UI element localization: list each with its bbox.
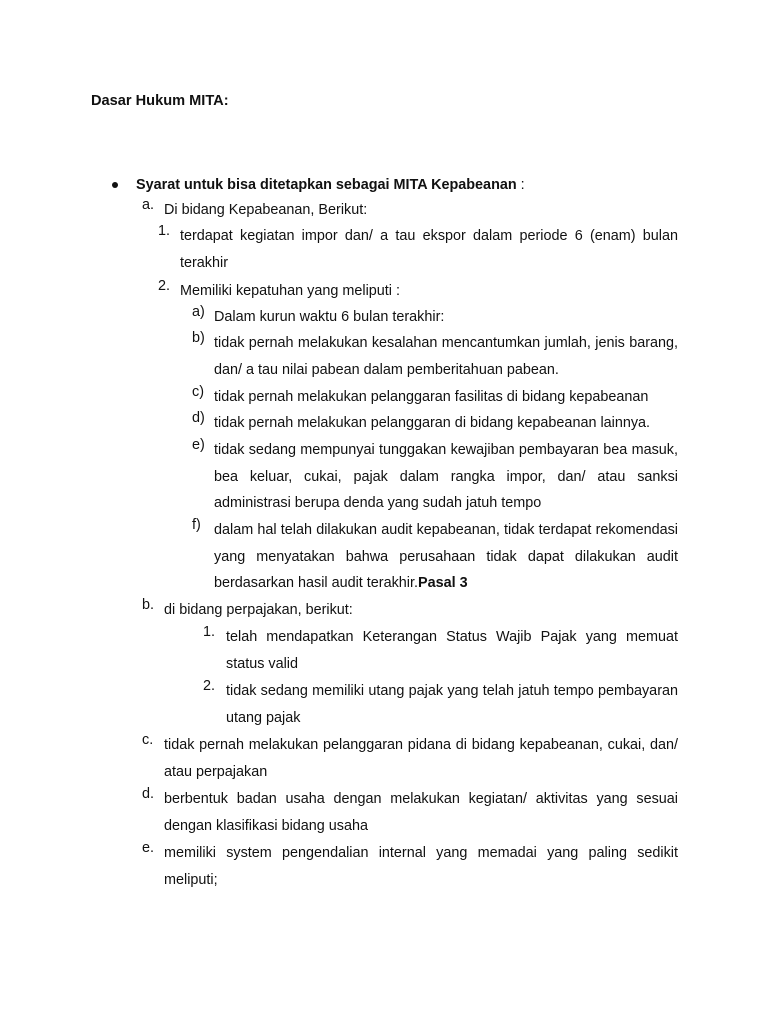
list-item-text: berbentuk badan usaha dengan melakukan kegiatan/ aktivitas yang sesuai dengan klasifikasi bidang usaha <box>164 791 678 834</box>
list-item-text: memiliki system pengendalian internal yang memadai yang paling sedikit meliputi; <box>164 845 678 888</box>
list-marker: c. <box>142 732 154 748</box>
bullet-bold-text: Syarat untuk bisa ditetapkan sebagai MITA Kepabeanan <box>136 177 517 193</box>
bullet-suffix: : <box>516 177 525 193</box>
bullet-requirements <box>112 172 678 199</box>
list-item-text: terdapat kegiatan impor dan/ a tau ekspor dalam periode 6 (enam) bulan terakhir <box>180 228 678 271</box>
sub-item-d <box>192 410 678 437</box>
list-item-text: Di bidang Kepabeanan, Berikut: <box>164 202 368 218</box>
list-marker: f) <box>192 517 201 533</box>
list-item-d <box>142 786 678 839</box>
list-marker: c) <box>192 384 204 400</box>
list-item-text: di bidang perpajakan, berikut: <box>164 602 353 618</box>
list-marker: e. <box>142 840 155 856</box>
document-heading: Dasar Hukum MITA: <box>91 93 229 109</box>
list-item-a-1 <box>158 223 678 276</box>
list-item-b <box>142 597 678 624</box>
list-marker: d) <box>192 410 205 426</box>
list-item-b-1 <box>203 624 678 677</box>
list-marker: 1. <box>203 624 216 640</box>
list-item-text: tidak sedang mempunyai tunggakan kewajiban pembayaran bea masuk, bea keluar, cukai, pajak dalam rangka impor, dan/ atau sanksi administrasi berupa denda yang sudah jatuh tempo <box>214 442 678 511</box>
bullet-text <box>136 172 678 199</box>
list-item-text: telah mendapatkan Keterangan Status Wajib Pajak yang memuat status valid <box>226 629 678 672</box>
sub-item-b <box>192 330 678 383</box>
list-marker: 2. <box>203 678 216 694</box>
list-item-text: tidak pernah melakukan pelanggaran di bidang kepabeanan lainnya. <box>214 415 651 431</box>
list-item-c <box>142 732 678 785</box>
list-item-text: tidak pernah melakukan kesalahan mencantumkan jumlah, jenis barang, dan/ a tau nilai pabean dalam pemberitahuan pabean. <box>214 335 678 378</box>
list-item-text: Memiliki kepatuhan yang meliputi : <box>180 283 400 299</box>
list-marker: 1. <box>158 223 171 239</box>
list-item-e <box>142 840 678 893</box>
list-item-text: tidak pernah melakukan pelanggaran fasilitas di bidang kepabeanan <box>214 389 649 405</box>
list-marker: a. <box>142 197 155 213</box>
list-marker: b) <box>192 330 205 346</box>
list-marker: a) <box>192 304 205 320</box>
list-item-text <box>214 517 678 597</box>
list-item-b-2 <box>203 678 678 731</box>
list-marker: b. <box>142 597 155 613</box>
list-item-text: tidak pernah melakukan pelanggaran pidana di bidang kepabeanan, cukai, dan/ atau perpajakan <box>164 737 678 780</box>
list-item-text: Dalam kurun waktu 6 bulan terakhir: <box>214 309 445 325</box>
list-marker: 2. <box>158 278 171 294</box>
pasal-reference: Pasal 3 <box>417 575 468 591</box>
sub-item-e <box>192 437 678 517</box>
list-item-a <box>142 197 678 224</box>
sub-item-f <box>192 517 678 597</box>
list-marker: e) <box>192 437 205 453</box>
list-item-a-2 <box>158 278 678 305</box>
list-item-text: tidak sedang memiliki utang pajak yang telah jatuh tempo pembayaran utang pajak <box>226 683 678 726</box>
list-marker: d. <box>142 786 155 802</box>
bullet-dot-icon <box>112 172 136 192</box>
sub-item-a <box>192 304 678 331</box>
sub-item-c <box>192 384 678 411</box>
sub-item-f-text: dalam hal telah dilakukan audit kepabeanan, tidak terdapat rekomendasi yang menyatakan bahwa perusahaan tidak dapat dilakukan audit berdasarkan hasil audit terakhir. <box>214 522 678 591</box>
